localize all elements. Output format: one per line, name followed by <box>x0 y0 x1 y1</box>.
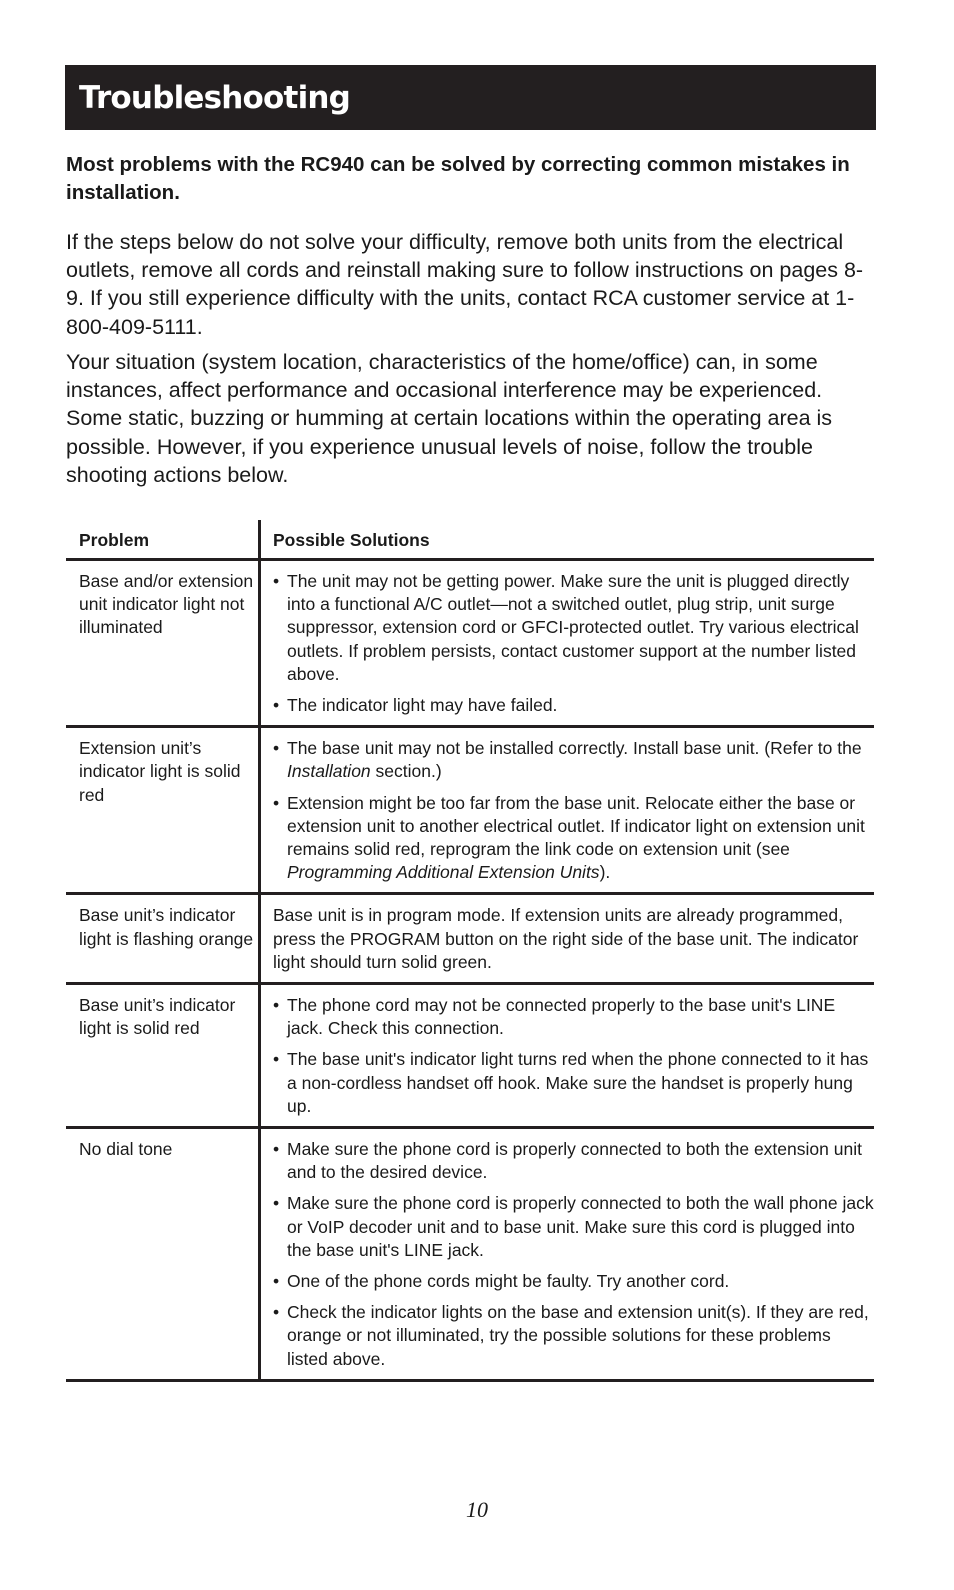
title-banner <box>65 65 876 130</box>
intro-bold-text: Most problems with the RC940 can be solved by correcting common mistakes in installation. <box>66 153 850 204</box>
solution-item: • The phone cord may not be connected properly to the base unit's LINE jack. Check this connection. <box>273 995 836 1039</box>
bullet-icon: • <box>273 571 280 591</box>
problem-cell: Base unit’s indicator light is flashing orange <box>66 895 261 982</box>
header-possible-solutions: Possible Solutions <box>273 530 430 550</box>
bullet-icon: • <box>273 1302 280 1323</box>
table-row <box>66 895 874 985</box>
problem-cell: Extension unit’s indicator light is solid red <box>66 728 261 892</box>
bullet-icon: • <box>273 1271 280 1292</box>
bullet-icon: • <box>273 1193 280 1214</box>
solution-item: • The indicator light may have failed. <box>273 694 874 717</box>
table-row <box>66 561 874 728</box>
solution-item: • Make sure the phone cord is properly connected to both the wall phone jack or VoIP decoder unit and to base unit. Make sure this cord is plugged into the base unit's LINE jack. <box>273 1193 874 1260</box>
bullet-icon: • <box>273 1049 280 1070</box>
bullet-icon: • <box>273 792 280 813</box>
header-problem: Problem <box>66 520 261 558</box>
solution-item: • The base unit's indicator light turns red when the phone connected to it has a non-cordless handset off hook. Make sure the handset is properly hung up. <box>273 1049 869 1116</box>
solution-item: • One of the phone cords might be faulty. Try another cord. <box>273 1270 874 1293</box>
solutions-cell <box>261 895 874 982</box>
page-number: 10 <box>466 1497 488 1522</box>
bullet-icon: • <box>273 695 280 716</box>
intro-paragraph-2: Your situation (system location, characteristics of the home/office) can, in some instances, affect performance and occasional interference may be experienced. Some static, buzzing or humming at certain locations within the operating area is possible. However, if you experience unusual levels of noise, follow the trouble shooting actions below. <box>66 350 833 487</box>
table-header-row <box>66 520 874 561</box>
solution-text: Base unit is in program mode. If extension units are already programmed, press the PROGRAM button on the right side of the base unit. The indicator light should turn solid green. <box>273 905 859 972</box>
table-row <box>66 1129 874 1382</box>
solution-item: • Check the indicator lights on the base and extension unit(s). If they are red, orange or not illuminated, try the possible solutions for these problems listed above. <box>273 1302 869 1369</box>
bullet-icon: • <box>273 995 280 1016</box>
solutions-cell <box>261 985 874 1126</box>
solutions-cell <box>261 561 874 725</box>
problem-cell: Base and/or extension unit indicator light not illuminated <box>66 561 261 725</box>
solutions-cell <box>261 1129 874 1379</box>
solution-item: • Make sure the phone cord is properly connected to both the extension unit and to the desired device. <box>273 1139 862 1183</box>
troubleshooting-table <box>66 520 874 1382</box>
table-row <box>66 728 874 895</box>
solutions-cell <box>261 728 874 892</box>
solution-item: • The base unit may not be installed correctly. Install base unit. (Refer to the Installation section.) <box>273 738 862 782</box>
solution-item: • The unit may not be getting power. Make sure the unit is plugged directly into a functional A/C outlet—not a switched outlet, plug strip, unit surge suppressor, extension cord or GFCI-protected outlet. Try various electrical outlets. If problem persists, contact customer support at the number listed above. <box>273 571 859 684</box>
page-title: Troubleshooting <box>79 80 351 116</box>
problem-cell: No dial tone <box>66 1129 261 1379</box>
problem-cell: Base unit’s indicator light is solid red <box>66 985 261 1126</box>
bullet-icon: • <box>273 738 280 759</box>
intro-paragraph-1: If the steps below do not solve your difficulty, remove both units from the electrical outlets, remove all cords and reinstall making sure to follow instructions on pages 8-9. If you still experience difficulty with the units, contact RCA customer service at 1-800-409-5111. <box>66 230 864 339</box>
bullet-icon: • <box>273 1139 280 1160</box>
solution-item: • Extension might be too far from the base unit. Relocate either the base or extension unit to another electrical outlet. If indicator light on extension unit remains solid red, reprogram the link code on extension unit (see Programming Additional Extension Units). <box>273 792 865 883</box>
table-row <box>66 985 874 1129</box>
